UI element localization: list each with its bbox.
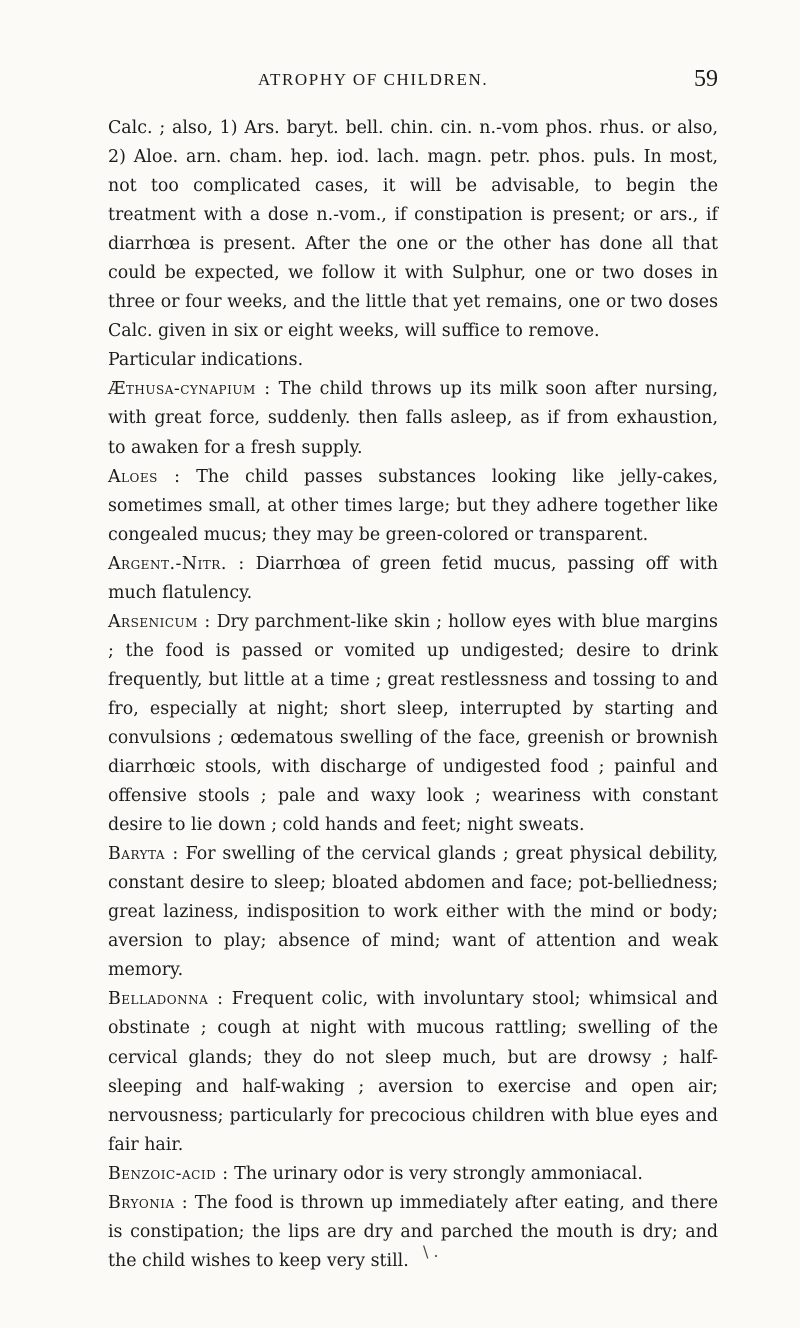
remedy-baryta	[108, 840, 718, 985]
remedy-text: The child passes substances looking like jelly-cakes, sometimes small, at other times large; but they adhere together like congealed mucus; they may be green-colored or transparent.	[108, 466, 718, 545]
remedy-argent-nitr	[108, 550, 718, 608]
remedy-name: Belladonna :	[108, 989, 224, 1010]
remedy-benzoic-acid	[108, 1160, 718, 1189]
remedy-name: Aloes :	[108, 466, 181, 487]
running-head: ATROPHY OF CHILDREN.	[258, 70, 489, 89]
remedy-text: For swelling of the cervical glands ; great physical debility, constant desire to sleep; bloated abdomen and face; pot-belliedness; great laziness, indisposition to work either with the mind or body; aversion to play; absence of mind; want of attention and weak memory.	[108, 844, 718, 981]
page-number: 59	[694, 66, 718, 92]
remedy-text: The child throws up its milk soon after nursing, with great force, suddenly. then falls asleep, as if from exhaustion, to awaken for a fresh supply.	[108, 379, 719, 458]
remedy-name: Bryonia :	[108, 1192, 189, 1213]
remedy-name: Baryta :	[108, 844, 179, 865]
remedy-name: Benzoic-acid :	[108, 1163, 229, 1184]
remedy-bryonia	[108, 1189, 718, 1276]
remedy-text: Diarrhœa of green fetid mucus, passing off with much flatulency.	[108, 553, 718, 603]
remedy-text: Dry parchment-like skin ; hollow eyes with blue margins ; the food is passed or vomited up undigested; desire to drink frequently, but little at a time ; great restlessness and tossing to and fro, especially at night; short sleep, interrupted by starting and convulsions ; œdematous swelling of the face, greenish or brownish diarrhœic stools, with discharge of undigested food ; painful and offensive stools ; pale and waxy look ; weariness with constant desire to lie down ; cold hands and feet; night sweats.	[108, 611, 718, 836]
remedy-name: Æthusa-cynapium :	[108, 379, 271, 400]
remedy-aethusa	[108, 375, 718, 462]
intro-paragraph: Calc. ; also, 1) Ars. baryt. bell. chin. cin. n.-vom phos. rhus. or also, 2) Aloe. arn. cham. hep. iod. lach. magn. petr. phos. puls. In most, not too complicated cases, it will be advisable, to begin the treatment with a dose n.-vom., if constipation is present; or ars., if diarrhœa is present. After the one or the other has done all that could be expected, we follow it with Sulphur, one or two doses in three or four weeks, and the little that yet remains, one or two doses Calc. given in six or eight weeks, will suffice to remove.	[108, 118, 718, 342]
body-text	[108, 114, 718, 1276]
remedy-name: Arsenicum :	[108, 611, 211, 632]
remedy-text: The food is thrown up immediately after eating, and there is constipation; the lips are dry and parched the mouth is dry; and the child wishes to keep very still.	[108, 1192, 719, 1271]
section-heading: Particular indications.	[108, 350, 304, 371]
remedy-belladonna	[108, 985, 718, 1159]
remedy-arsenicum	[108, 608, 718, 840]
printer-mark: \ .	[423, 1242, 439, 1261]
remedy-text: The urinary odor is very strongly ammoniacal.	[228, 1163, 643, 1184]
remedy-aloes	[108, 463, 718, 550]
page-header	[258, 66, 718, 106]
remedy-name: Argent.-Nitr. :	[108, 553, 245, 574]
remedy-text: Frequent colic, with involuntary stool; whimsical and obstinate ; cough at night with mucous rattling; swelling of the cervical glands; they do not sleep much, but are drowsy ; half-sleeping and half-waking ; aversion to exercise and open air; nervousness; particularly for precocious children with blue eyes and fair hair.	[108, 989, 719, 1155]
